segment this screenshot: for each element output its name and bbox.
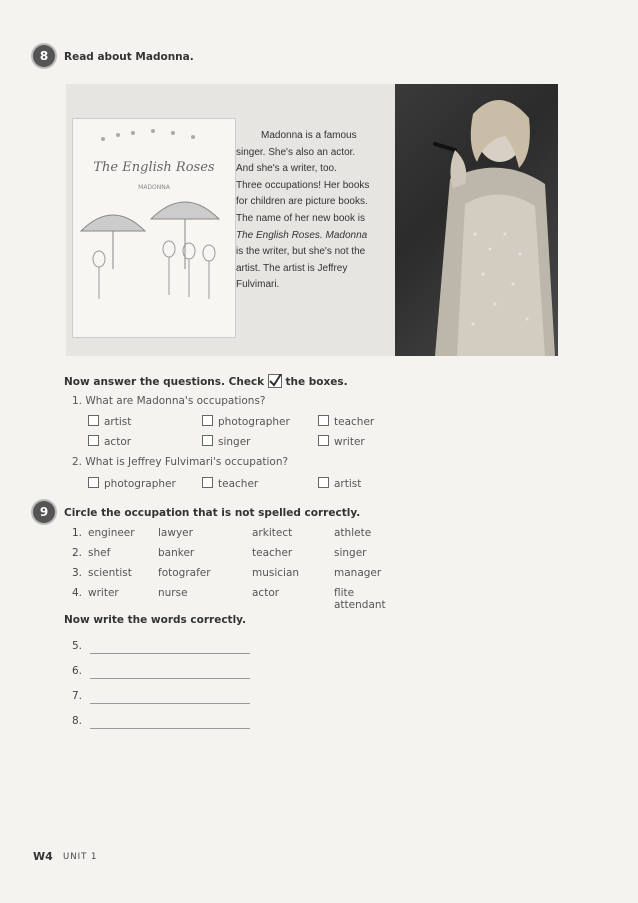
page-number: W4	[33, 850, 53, 863]
checkbox-option[interactable]: teacher	[318, 415, 374, 428]
checkmark-icon	[268, 374, 282, 388]
checkbox-option[interactable]: teacher	[202, 477, 258, 490]
answer-line[interactable]	[90, 702, 250, 704]
checkbox-icon[interactable]	[318, 415, 329, 426]
word-option[interactable]: manager	[334, 567, 382, 579]
instruction-check: Now answer the questions. Check the boxes.	[64, 376, 348, 388]
book-author: MADONNA	[138, 184, 170, 191]
word-option[interactable]: actor	[252, 587, 280, 599]
unit-label: UNIT 1	[63, 852, 98, 862]
checkbox-icon[interactable]	[318, 477, 329, 488]
word-option[interactable]: scientist	[88, 567, 132, 579]
checkbox-option[interactable]: photographer	[88, 477, 176, 490]
singer-photo	[395, 84, 558, 356]
book-title: The English Roses	[93, 160, 215, 175]
passage-line: is the writer, but she's not the	[236, 246, 366, 258]
word-option[interactable]: teacher	[252, 547, 293, 559]
checkbox-option[interactable]: singer	[202, 435, 250, 448]
word-option[interactable]: writer	[88, 587, 119, 599]
checkbox-option[interactable]: writer	[318, 435, 365, 448]
checkbox-option[interactable]: artist	[318, 477, 361, 490]
word-option[interactable]: banker	[158, 547, 195, 559]
word-option[interactable]: engineer	[88, 527, 135, 539]
section-title: Read about Madonna.	[64, 51, 194, 63]
answer-number: 5.	[72, 640, 83, 652]
answer-number: 8.	[72, 715, 83, 727]
word-option[interactable]: athlete	[334, 527, 372, 539]
section-number-badge: 9	[33, 501, 55, 523]
word-option[interactable]: nurse	[158, 587, 188, 599]
word-option[interactable]: arkitect	[252, 527, 293, 539]
question-1: 1. What are Madonna's occupations?	[72, 395, 266, 407]
passage-line: for children are picture books.	[236, 196, 368, 208]
passage-line: And she's a writer, too.	[236, 163, 337, 175]
answer-line[interactable]	[90, 677, 250, 679]
word-option[interactable]: fotografer	[158, 567, 211, 579]
answer-number: 7.	[72, 690, 83, 702]
passage-line: The English Roses. Madonna	[236, 229, 368, 241]
checkbox-option[interactable]: actor	[88, 435, 131, 448]
reading-passage	[236, 128, 394, 294]
checkbox-icon[interactable]	[202, 435, 213, 446]
answer-number: 6.	[72, 665, 83, 677]
word-option[interactable]: singer	[334, 547, 367, 559]
checkbox-icon[interactable]	[88, 477, 99, 488]
checkbox-option[interactable]: photographer	[202, 415, 290, 428]
checkbox-icon[interactable]	[88, 415, 99, 426]
checkbox-icon[interactable]	[318, 435, 329, 446]
passage-line: Three occupations! Her books	[236, 179, 370, 191]
checkbox-icon[interactable]	[88, 435, 99, 446]
answer-line[interactable]	[90, 727, 250, 729]
word-option[interactable]: flite attendant	[334, 587, 386, 611]
word-option[interactable]: lawyer	[158, 527, 193, 539]
answer-line[interactable]	[90, 652, 250, 654]
section-title: Circle the occupation that is not spelled correctly.	[64, 507, 361, 519]
passage-line: Fulvimari.	[236, 279, 280, 291]
passage-line: The name of her new book is	[236, 212, 365, 224]
book-cover-illustration	[72, 118, 236, 338]
write-instruction: Now write the words correctly.	[64, 614, 247, 626]
passage-line: singer. She's also an actor.	[236, 146, 356, 158]
section-number-badge: 8	[33, 45, 55, 67]
checkbox-icon[interactable]	[202, 477, 213, 488]
checkbox-icon[interactable]	[202, 415, 213, 426]
checkbox-option[interactable]: artist	[88, 415, 131, 428]
question-2: 2. What is Jeffrey Fulvimari's occupation?	[72, 456, 289, 468]
passage-line: Madonna is a famous	[261, 130, 357, 141]
word-option[interactable]: musician	[252, 567, 300, 579]
passage-line: artist. The artist is Jeffrey	[236, 262, 348, 274]
word-option[interactable]: shef	[88, 547, 111, 559]
